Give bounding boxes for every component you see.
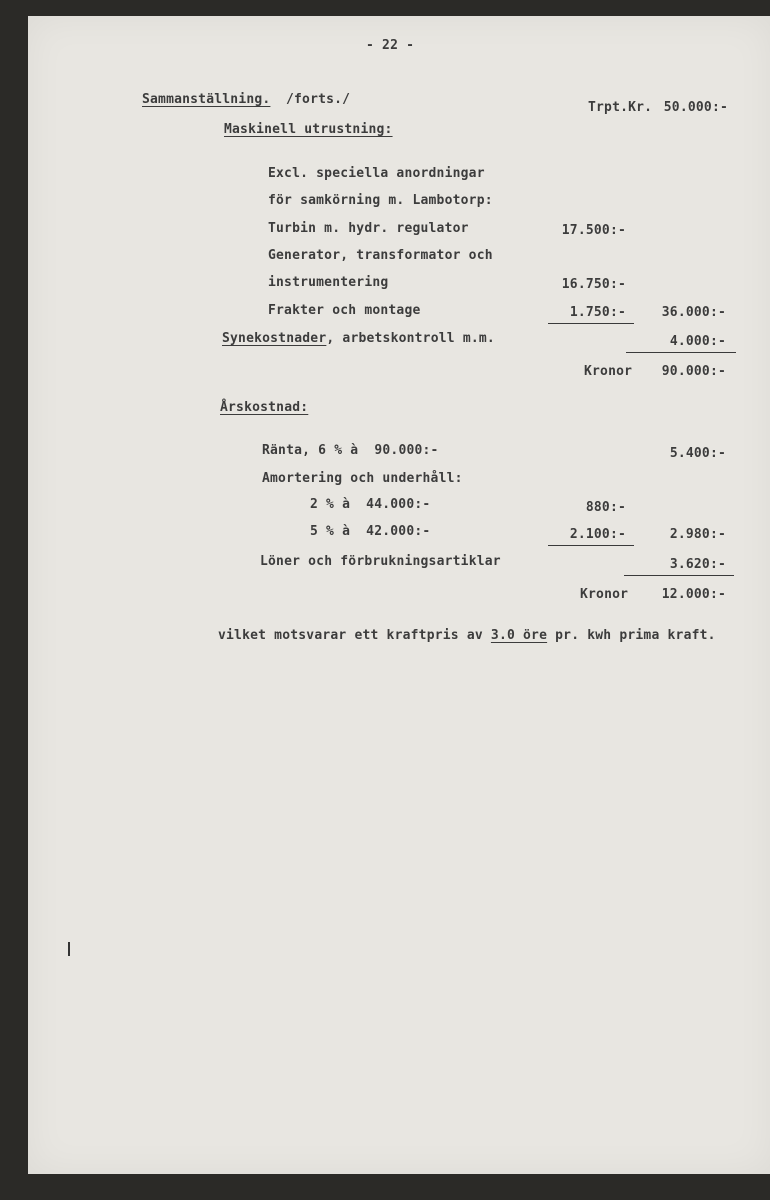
carried-forward-value: 50.000:- — [663, 100, 728, 115]
conclusion-before: vilket motsvarar ett kraftpris av — [218, 628, 491, 643]
continued-label: /forts./ — [286, 92, 351, 107]
section-title: Sammanställning. — [142, 92, 271, 107]
conclusion-price: 3.0 öre — [490, 628, 548, 643]
turbine-label: Turbin m. hydr. regulator — [268, 221, 469, 236]
amortization-1-label: 2 % à 44.000:- — [310, 497, 431, 512]
generator-label: Generator, transformator och — [268, 248, 493, 263]
turbine-value: 17.500:- — [561, 223, 626, 238]
wages-value: 3.620:- — [669, 557, 726, 572]
overhead-label-rest: , arbetskontroll m.m. — [326, 331, 495, 346]
machinery-total-value: 90.000:- — [661, 364, 726, 379]
machinery-line-2: för samkörning m. Lambotorp: — [268, 193, 493, 208]
page-number: - 22 - — [366, 38, 415, 53]
overhead-value: 4.000:- — [669, 334, 726, 349]
freight-underline — [548, 323, 634, 324]
conclusion-sentence — [218, 628, 716, 644]
interest-label: Ränta, 6 % à 90.000:- — [262, 443, 439, 458]
overhead-underline — [626, 352, 736, 353]
document-page — [28, 16, 770, 1174]
amortization-2-underline — [548, 545, 634, 546]
amortization-1-value: 880:- — [585, 500, 626, 515]
machinery-line-1: Excl. speciella anordningar — [268, 166, 485, 181]
carried-forward-label: Trpt.Kr. — [588, 100, 653, 115]
annual-heading: Årskostnad: — [220, 400, 309, 415]
interest-value: 5.400:- — [669, 446, 726, 461]
overhead-label-underlined: Synekostnader — [222, 331, 327, 346]
margin-mark — [68, 942, 70, 956]
machinery-total-label: Kronor — [584, 364, 633, 379]
annual-total-label: Kronor — [580, 587, 629, 602]
amortization-total: 2.980:- — [669, 527, 726, 542]
wages-underline — [624, 575, 734, 576]
overhead-label — [222, 331, 495, 347]
amortization-label: Amortering och underhåll: — [262, 471, 463, 486]
machinery-heading: Maskinell utrustning: — [224, 122, 393, 137]
instrumentation-value: 16.750:- — [561, 277, 626, 292]
machinery-subtotal: 36.000:- — [661, 305, 726, 320]
instrumentation-label: instrumentering — [268, 275, 389, 290]
amortization-2-value: 2.100:- — [569, 527, 626, 542]
freight-label: Frakter och montage — [268, 303, 421, 318]
wages-label: Löner och förbrukningsartiklar — [260, 554, 501, 569]
annual-total-value: 12.000:- — [661, 587, 726, 602]
amortization-2-label: 5 % à 42.000:- — [310, 524, 431, 539]
freight-value: 1.750:- — [569, 305, 626, 320]
conclusion-after: pr. kwh prima kraft. — [547, 628, 716, 643]
